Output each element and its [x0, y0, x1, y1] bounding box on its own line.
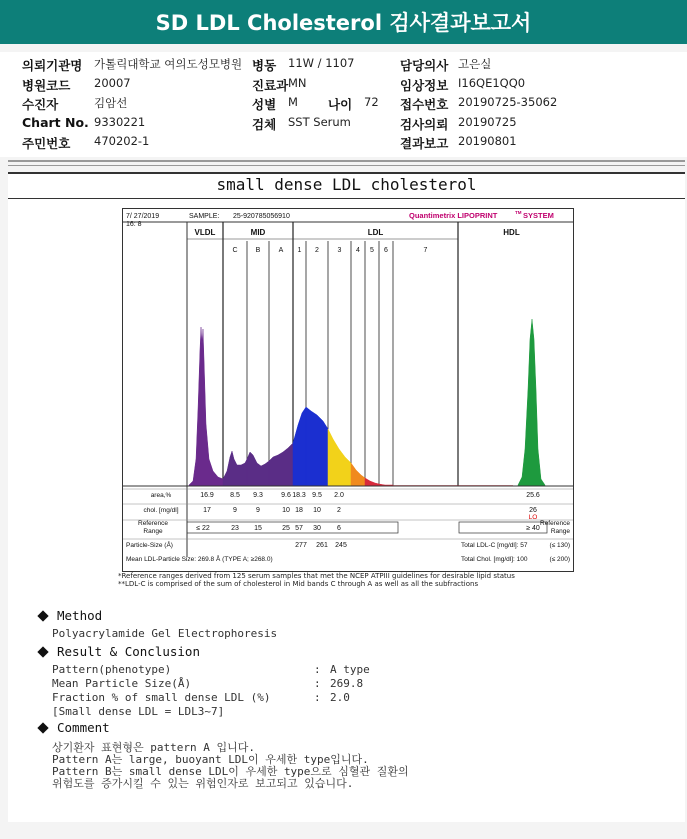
band-label: B	[255, 247, 261, 254]
patient-field-value: 20007	[94, 75, 131, 90]
chol-value: 10	[313, 507, 321, 514]
reference-value: 6	[337, 525, 341, 532]
method-section	[36, 608, 102, 623]
reference-value: ≥ 40	[526, 525, 540, 532]
result-sep: :	[314, 677, 321, 690]
mid-band-a	[269, 443, 293, 486]
ldl-band-2	[328, 429, 351, 486]
band-label: 3	[337, 247, 342, 254]
patient-field-value: 고은실	[458, 57, 492, 71]
row-label-chol: chol. [mg/dl]	[143, 507, 179, 514]
divider	[8, 160, 685, 162]
chart-time: 16: 8	[126, 221, 142, 228]
area-value: 2.0	[334, 492, 344, 499]
patient-field-label: 수진자	[22, 97, 59, 112]
comment-heading: Comment	[57, 720, 110, 735]
patient-field-value: 11W / 1107	[288, 56, 355, 70]
patient-field-label: Chart No.	[22, 114, 89, 130]
reference-value: 25	[282, 525, 290, 532]
reference-range-label: Range	[550, 528, 570, 535]
total-ldl-c: Total LDL-C [mg/dl]: 57	[461, 542, 528, 549]
chol-value: 18	[295, 507, 303, 514]
patient-field-value: 김암선	[94, 96, 128, 110]
report-top-rule	[8, 172, 685, 174]
chart-brand-tm: TM	[515, 210, 522, 215]
band-label: 6	[384, 247, 388, 254]
area-value: 9.3	[253, 492, 263, 499]
diamond-bullet-icon	[37, 610, 48, 621]
chol-flag-lo: LO	[528, 514, 538, 521]
lipoprint-chart	[122, 208, 574, 572]
patient-info-row	[22, 134, 687, 152]
vldl-peak	[189, 327, 223, 486]
patient-info-row	[22, 56, 687, 74]
row-label-ref: Range	[143, 528, 163, 535]
report-header-title: SD LDL Cholesterol 검사결과보고서	[155, 11, 532, 35]
patient-field-label: 주민번호	[22, 136, 71, 151]
band-label: 4	[356, 247, 360, 254]
result-value: 2.0	[330, 691, 350, 704]
chol-value: 9	[233, 507, 237, 514]
area-value: 8.5	[230, 492, 240, 499]
method-text: Polyacrylamide Gel Electrophoresis	[52, 627, 278, 640]
mid-band-b	[247, 452, 269, 486]
patient-field-value: 470202-1	[94, 134, 150, 148]
row-label-psize: Particle-Size (Å)	[126, 542, 173, 549]
comment-line: Pattern B는 small dense LDL이 우세한 type으로 심혈관 질환의	[52, 765, 409, 778]
patient-field-label: 접수번호	[400, 97, 449, 112]
age-value: 72	[364, 95, 379, 109]
result-sep: :	[314, 663, 321, 676]
reference-range-box	[187, 522, 398, 533]
report-body	[8, 172, 685, 822]
chart-date: 7/ 27/2019	[126, 213, 160, 220]
band-label: 1	[297, 247, 302, 254]
result-label: Pattern(phenotype)	[52, 663, 172, 676]
report-title: small dense LDL cholesterol	[216, 175, 477, 194]
chart-sample-id: 25-920785056910	[233, 213, 290, 220]
patient-field-label: 성별	[252, 97, 277, 112]
patient-field-value: 가톨릭대학교 여의도성모병원	[94, 57, 243, 71]
patient-field-label: 임상정보	[400, 77, 449, 93]
patient-field-label: 담당의사	[400, 58, 449, 73]
area-value: 9.6	[281, 492, 291, 499]
reference-value: 30	[313, 525, 321, 532]
patient-field-value: 20190725	[458, 114, 517, 129]
row-label-area: area,%	[150, 492, 172, 499]
row-label-mean: Mean LDL-Particle Size: 269.8 Å (TYPE A; ≥268.0)	[126, 556, 273, 563]
comment-section	[36, 720, 110, 735]
footnote-1: *Reference ranges derived from 125 serum samples that met the NCEP ATPIII guidelines for desirable lipid status	[118, 572, 515, 580]
band-label: A	[278, 247, 284, 254]
chol-value: 10	[282, 507, 290, 514]
hdl-peak	[518, 319, 545, 486]
result-note: [Small dense LDL = LDL3~7]	[52, 705, 225, 718]
total-chol: Total Chol. [mg/dl]: 100	[461, 556, 528, 563]
chol-value: 17	[203, 507, 211, 514]
lipoprint-chart-svg	[123, 209, 573, 571]
result-label: Mean Particle Size(Å)	[52, 677, 192, 690]
result-value: A type	[330, 663, 370, 676]
ldl-band-1-lead	[293, 407, 306, 486]
patient-field-label: 의뢰기관명	[22, 58, 83, 73]
comment-line: Pattern A는 large, buoyant LDL이 우세한 type입니다.	[52, 753, 369, 766]
row-label-ref: Reference	[138, 520, 168, 527]
result-label: Fraction % of small dense LDL (%)	[52, 691, 271, 704]
report-header	[0, 0, 687, 44]
section-label-vldl: VLDL	[194, 228, 216, 237]
patient-field-label: 병동	[252, 58, 277, 73]
result-value: 269.8	[330, 677, 364, 690]
patient-field-value: SST Serum	[288, 114, 351, 129]
reference-value: 15	[254, 525, 262, 532]
diamond-bullet-icon	[37, 646, 48, 657]
patient-field-label: 병원코드	[22, 77, 71, 93]
divider	[8, 165, 685, 166]
chol-value: 2	[337, 507, 341, 514]
result-section	[36, 644, 200, 659]
patient-field-value: I16QE1QQ0	[458, 75, 526, 90]
result-sep: :	[314, 691, 321, 704]
band-label: 2	[315, 247, 319, 254]
band-label: C	[232, 247, 238, 254]
particle-size-value: 245	[335, 542, 347, 549]
patient-field-value: M	[288, 95, 298, 109]
section-label-hdl: HDL	[503, 228, 520, 237]
report-title-rule	[8, 198, 685, 199]
mid-band-c	[223, 451, 247, 486]
band-label: 5	[370, 247, 374, 254]
section-label-ldl: LDL	[367, 228, 384, 237]
comment-line: 상기환자 표현형은 pattern A 입니다.	[52, 741, 255, 754]
patient-info	[0, 52, 687, 157]
ldl-band-3	[351, 463, 365, 486]
particle-size-value: 261	[316, 542, 328, 549]
ldl-band-1	[306, 407, 328, 486]
band-label: 7	[423, 247, 428, 254]
area-value: 25.6	[526, 492, 540, 499]
footnote-2: **LDL-C is comprised of the sum of cholesterol in Mid bands C through A as well as all the subfractions	[118, 580, 479, 588]
reference-range-label: Reference	[540, 520, 570, 527]
reference-value: ≤ 22	[196, 525, 210, 532]
patient-field-value: 9330221	[94, 114, 146, 129]
patient-info-row	[22, 95, 687, 113]
result-heading: Result & Conclusion	[57, 644, 200, 659]
age-label: 나이	[328, 97, 353, 112]
comment-line: 위험도를 증가시킬 수 있는 위험인자로 보고되고 있습니다.	[52, 777, 354, 790]
patient-field-value: MN	[288, 75, 307, 90]
patient-info-row	[22, 115, 687, 133]
patient-field-label: 검체	[252, 116, 277, 132]
chart-sample-label: SAMPLE:	[189, 213, 220, 220]
reference-value: 23	[231, 525, 239, 532]
area-value: 9.5	[312, 492, 322, 499]
particle-size-value: 277	[295, 542, 307, 549]
patient-field-label: 결과보고	[400, 136, 449, 151]
patient-info-row	[22, 76, 687, 94]
area-value: 18.3	[292, 492, 306, 499]
patient-field-value: 20190801	[458, 134, 517, 148]
chol-value: 26	[529, 507, 537, 514]
chart-brand-system: SYSTEM	[523, 211, 554, 220]
reference-value: 57	[295, 525, 303, 532]
patient-field-value: 20190725-35062	[458, 95, 558, 109]
diamond-bullet-icon	[37, 722, 48, 733]
chart-brand: Quantimetrix LIPOPRINT	[409, 211, 498, 220]
chol-value: 9	[256, 507, 260, 514]
patient-field-label: 검사의뢰	[400, 116, 449, 132]
area-value: 16.9	[200, 492, 214, 499]
section-label-mid: MID	[250, 228, 266, 237]
total-ldl-c-ref: (≤ 130)	[549, 542, 570, 549]
patient-field-label: 진료과	[252, 77, 289, 93]
total-chol-ref: (≤ 200)	[549, 556, 570, 563]
method-heading: Method	[57, 608, 103, 623]
